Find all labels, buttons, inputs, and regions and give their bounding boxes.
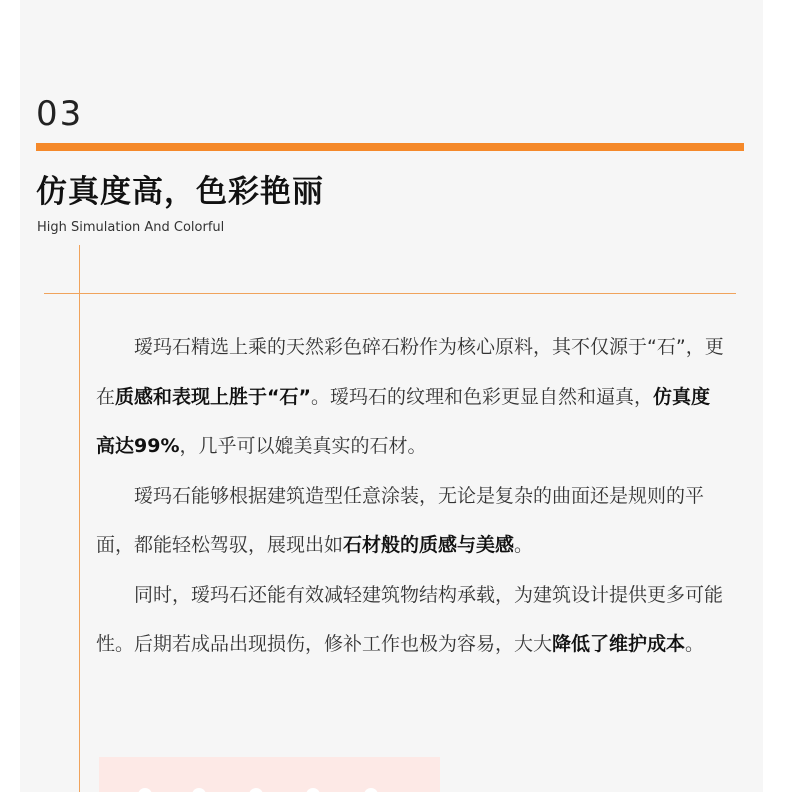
bottom-card xyxy=(99,757,440,792)
paragraph-3-text-a: 同时，瑷玛石还能有效减轻建筑物结构承载，为建筑设计提供更多可能性。后期若成品出现损伤，修补工作也极为容易，大大 xyxy=(96,583,724,655)
dot xyxy=(306,788,320,792)
paragraph-2-text-b: 。 xyxy=(514,534,534,556)
paragraph-2-text-a: 瑷玛石能够根据建筑造型任意涂装，无论是复杂的曲面还是规则的平面，都能轻松驾驭，展现出如 xyxy=(96,484,705,556)
paragraph-1 xyxy=(96,323,726,472)
dot xyxy=(192,788,206,792)
accent-bar xyxy=(36,143,744,151)
paragraph-3 xyxy=(96,571,726,670)
horizontal-divider xyxy=(44,293,736,294)
paragraph-1-highlight-b: 仿真度高达99% xyxy=(96,385,711,457)
paragraph-1-text-a: 瑷玛石精选上乘的天然彩色碎石粉作为核心原料，其不仅源于“石”，更在 xyxy=(96,336,724,408)
paragraph-3-highlight: 降低了维护成本 xyxy=(552,633,686,655)
paragraph-2 xyxy=(96,472,726,571)
section-number: 03 xyxy=(36,94,84,134)
dot xyxy=(364,788,378,792)
dot xyxy=(249,788,263,792)
dot xyxy=(138,788,152,792)
section-subtitle: High Simulation And Colorful xyxy=(37,220,225,235)
paragraph-1-text-c: ，几乎可以媲美真实的石材。 xyxy=(179,435,427,457)
paragraph-3-text-b: 。 xyxy=(685,633,705,655)
bottom-dots xyxy=(138,788,428,792)
section-title: 仿真度高，色彩艳丽 xyxy=(36,174,324,210)
product-feature-page xyxy=(20,0,763,792)
paragraph-1-highlight-a: 质感和表现上胜于“石” xyxy=(115,385,311,408)
paragraph-2-highlight: 石材般的质感与美感 xyxy=(343,534,515,556)
paragraph-1-text-b: 。瑷玛石的纹理和色彩更显自然和逼真， xyxy=(311,385,654,408)
description-text xyxy=(96,323,726,670)
vertical-divider xyxy=(79,245,80,792)
